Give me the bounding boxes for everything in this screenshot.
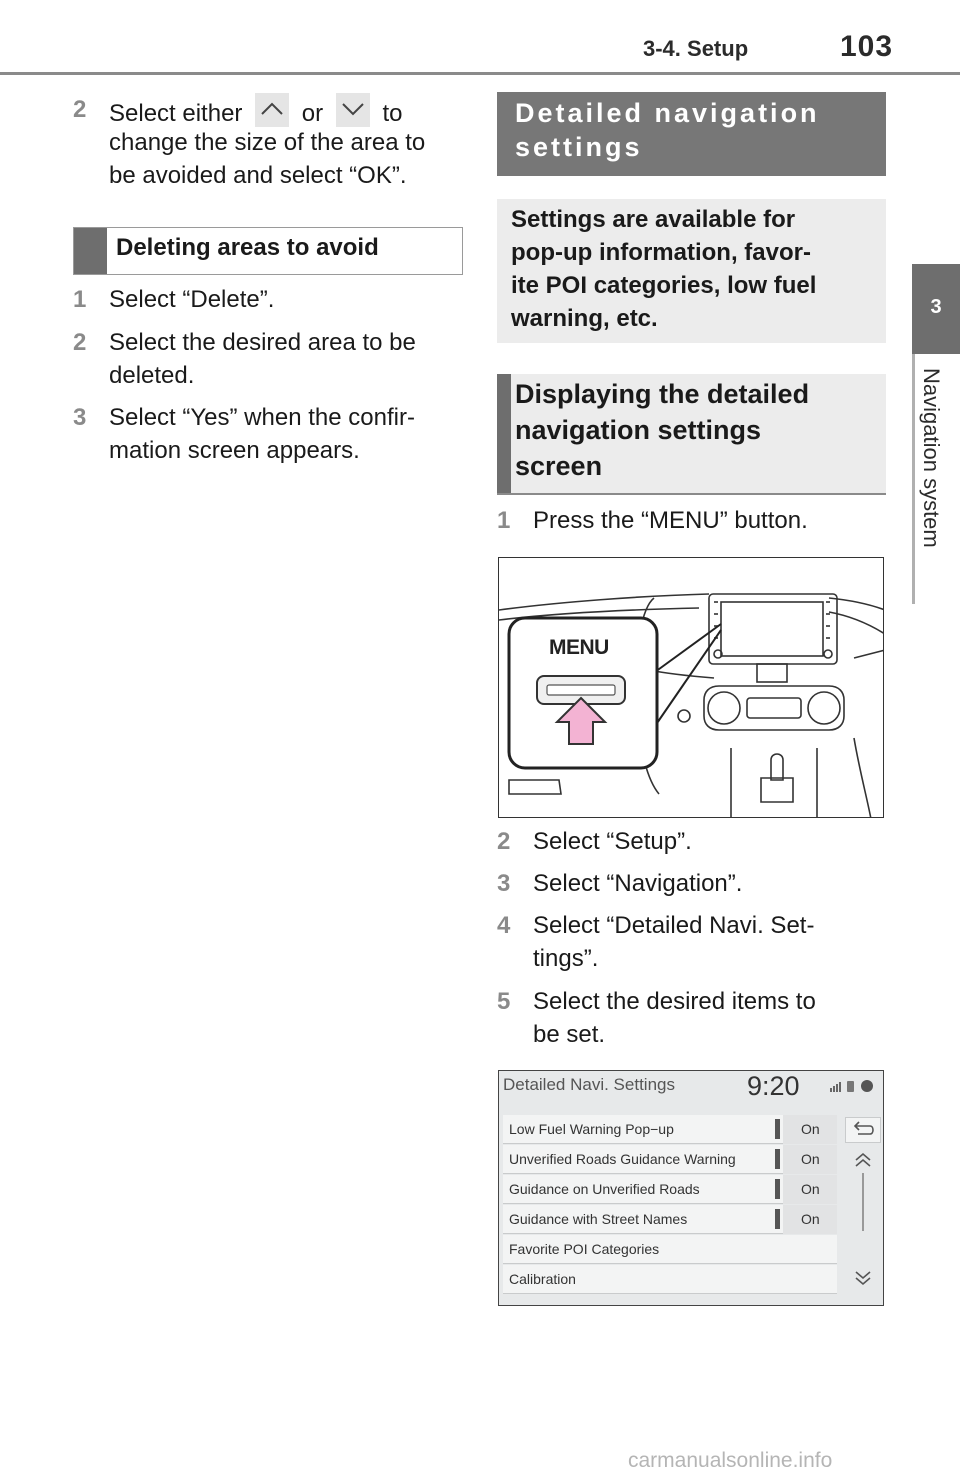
step-number: 3 [497, 870, 511, 897]
step-text: tings”. [533, 945, 599, 972]
chapter-label: Navigation system [919, 368, 944, 548]
step-text: be avoided and select “OK”. [109, 162, 407, 189]
row-label: Guidance on Unverified Roads [509, 1181, 700, 1197]
row-label: Calibration [509, 1271, 576, 1287]
step-number: 4 [497, 912, 511, 939]
summary-text [511, 203, 816, 335]
settings-row[interactable] [503, 1235, 837, 1264]
step-text: be set. [533, 1021, 606, 1048]
row-value[interactable]: On [783, 1205, 837, 1234]
row-label: Low Fuel Warning Pop−up [509, 1121, 674, 1137]
step-number: 2 [497, 828, 511, 855]
summary-line: warning, etc. [511, 305, 658, 332]
heading-line: Detailed navigation [515, 98, 820, 128]
step-text-part: or [301, 100, 324, 127]
subsection-heading [73, 227, 463, 275]
subsection-heading [497, 374, 886, 495]
settings-row[interactable] [503, 1145, 837, 1174]
settings-row[interactable] [503, 1265, 837, 1294]
step-text: Select the desired area to be [109, 329, 416, 356]
summary-line: ite POI categories, low fuel [511, 272, 817, 299]
scroll-down-icon[interactable] [853, 1269, 873, 1292]
row-label: Guidance with Street Names [509, 1211, 688, 1227]
step-item [73, 93, 473, 193]
step-text [109, 93, 402, 130]
section-heading-text [515, 96, 820, 164]
step-text: Select the desired items to [533, 988, 816, 1015]
chapter-divider [912, 354, 915, 604]
step-item [73, 326, 473, 392]
row-value[interactable]: On [783, 1175, 837, 1204]
subsection-heading-text [515, 376, 809, 484]
watermark: carmanualsonline.info [628, 1449, 833, 1472]
heading-line: navigation settings [515, 415, 762, 445]
summary-box [497, 199, 886, 343]
step-item [497, 985, 886, 1051]
scrollbar[interactable] [862, 1173, 864, 1231]
step-text-part: Select either [109, 100, 243, 127]
row-indicator [775, 1149, 780, 1169]
step-item [73, 283, 473, 316]
section-heading [497, 92, 886, 176]
step-number: 2 [73, 96, 87, 123]
row-label: Favorite POI Categories [509, 1241, 660, 1257]
heading-line: settings [515, 132, 643, 162]
heading-line: Displaying the detailed [515, 379, 810, 409]
step-item [73, 401, 473, 467]
step-text: Select “Detailed Navi. Set- [533, 912, 815, 939]
step-text: change the size of the area to [109, 129, 426, 156]
step-number: 5 [497, 988, 511, 1015]
menu-button-label: MENU [549, 636, 609, 659]
step-number: 2 [73, 329, 87, 356]
heading-line: screen [515, 451, 603, 481]
step-text: Select “Setup”. [533, 828, 692, 855]
step-text-part: to [382, 100, 403, 127]
settings-row[interactable] [503, 1115, 837, 1144]
step-text: Select “Delete”. [109, 286, 275, 313]
page-number: 103 [840, 30, 894, 63]
step-item [497, 504, 886, 537]
settings-row[interactable] [503, 1175, 837, 1204]
status-icons [829, 1079, 875, 1096]
header-divider [0, 72, 960, 75]
dashboard-drawing [499, 558, 884, 818]
chapter-number: 3 [930, 296, 942, 318]
settings-row[interactable] [503, 1205, 837, 1234]
step-item [497, 867, 886, 900]
summary-line: pop-up information, favor- [511, 239, 811, 266]
row-label: Unverified Roads Guidance Warning [509, 1151, 736, 1167]
row-value[interactable]: On [783, 1145, 837, 1174]
step-item [497, 825, 886, 858]
heading-bar [497, 374, 511, 493]
step-text: Select “Yes” when the confir- [109, 404, 415, 431]
back-arrow-icon [846, 1118, 880, 1142]
step-number: 3 [73, 404, 87, 431]
step-number: 1 [73, 286, 87, 313]
chevron-up-icon [255, 93, 289, 127]
row-indicator [775, 1179, 780, 1199]
chevron-down-icon [336, 93, 370, 127]
step-text: mation screen appears. [109, 437, 360, 464]
screen-title: Detailed Navi. Settings [503, 1075, 675, 1094]
row-indicator [775, 1119, 780, 1139]
subsection-heading-text: Deleting areas to avoid [116, 234, 379, 261]
step-text: Press the “MENU” button. [533, 507, 808, 534]
summary-line: Settings are available for [511, 206, 796, 233]
settings-screen [498, 1070, 884, 1306]
scroll-up-icon[interactable] [853, 1151, 873, 1174]
step-number: 1 [497, 507, 511, 534]
step-item [497, 909, 886, 975]
row-indicator [775, 1209, 780, 1229]
step-text: Select “Navigation”. [533, 870, 743, 897]
heading-bar [74, 228, 107, 274]
step-text: deleted. [109, 362, 195, 389]
dashboard-illustration [498, 557, 884, 818]
section-title: 3-4. Setup [643, 36, 749, 61]
screen-clock: 9:20 [747, 1071, 800, 1101]
row-value[interactable]: On [783, 1115, 837, 1144]
back-button[interactable] [845, 1117, 881, 1143]
